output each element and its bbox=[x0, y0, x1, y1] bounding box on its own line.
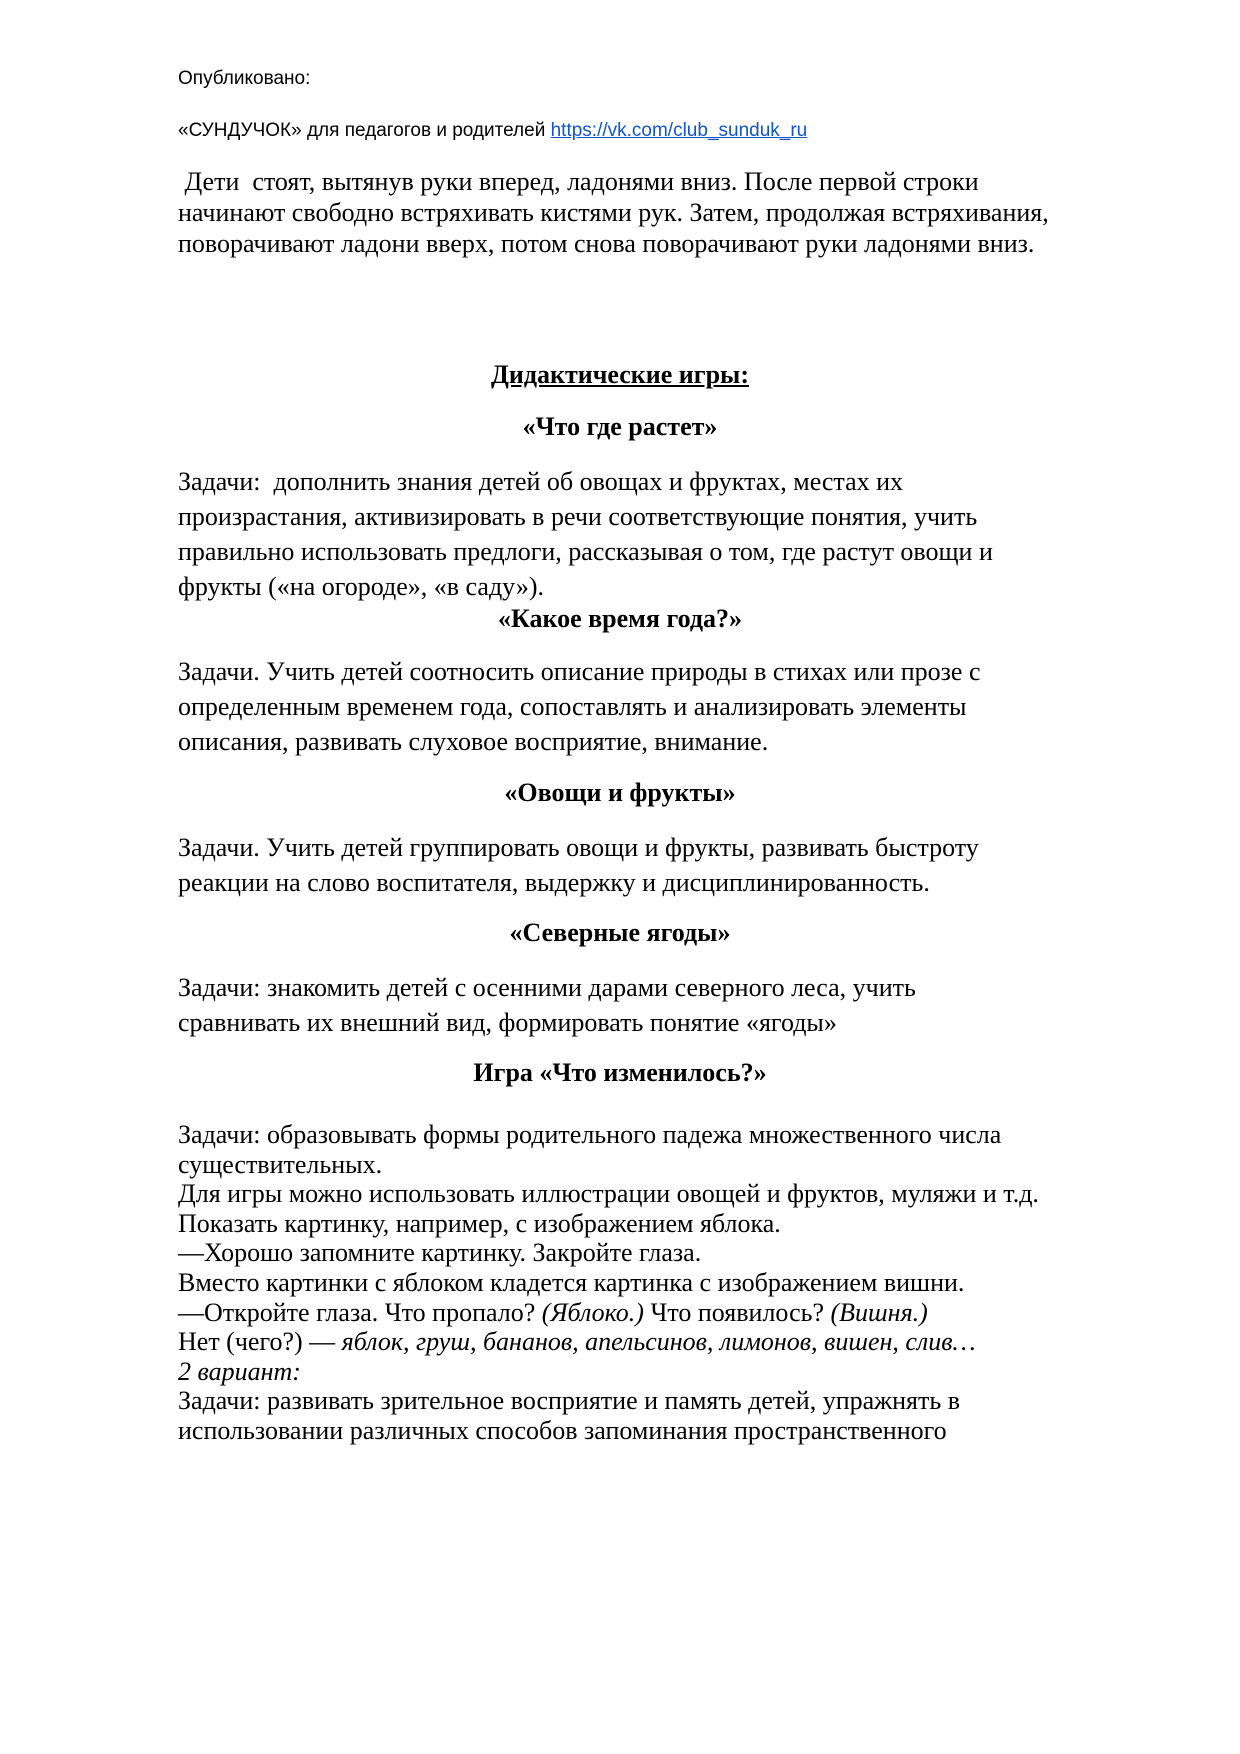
text-line: фрукты («на огороде», «в саду»). bbox=[178, 572, 544, 601]
text-line: определенным временем года, сопоставлять и анализировать элементы bbox=[178, 692, 967, 721]
text-line: описания, развивать слуховое восприятие, внимание. bbox=[178, 727, 769, 756]
text-line: Задачи. Учить детей группировать овощи и фрукты, развивать быстроту bbox=[178, 833, 979, 862]
game-title: «Что где растет» bbox=[522, 412, 718, 441]
text-line: Задачи: развивать зрительное восприятие и память детей, упражнять в bbox=[178, 1386, 960, 1416]
game-title: Игра «Что изменилось?» bbox=[473, 1058, 767, 1087]
game-title: «Овощи и фрукты» bbox=[504, 778, 736, 807]
intro-line: начинают свободно встряхивать кистями рук. Затем, продолжая встряхивания, bbox=[178, 198, 1049, 227]
text-line: использовании различных способов запоминания пространственного bbox=[178, 1415, 947, 1445]
text-line: правильно использовать предлоги, рассказывая о том, где растут овощи и bbox=[178, 537, 993, 566]
intro-paragraph bbox=[178, 166, 1158, 259]
text-line: реакции на слово воспитателя, выдержку и дисциплинированность. bbox=[178, 868, 930, 897]
answer-line: Нет (чего?) — яблок, груш, бананов, апельсинов, лимонов, вишен, слив… bbox=[178, 1327, 976, 1357]
game-description bbox=[178, 654, 1158, 759]
game-description bbox=[178, 464, 1158, 604]
game-description bbox=[178, 970, 1158, 1040]
source-link[interactable]: https://vk.com/club_sunduk_ru bbox=[550, 120, 808, 141]
game-title: «Какое время года?» bbox=[497, 604, 743, 633]
intro-line: поворачивают ладони вверх, потом снова поворачивают руки ладонями вниз. bbox=[178, 229, 1035, 258]
source-name: «СУНДУЧОК» для педагогов и родителей bbox=[178, 120, 546, 141]
game-description bbox=[178, 830, 1158, 900]
source-line bbox=[178, 120, 807, 142]
text-line: Задачи: знакомить детей с осенними дарами северного леса, учить bbox=[178, 973, 916, 1002]
text-line: Задачи: дополнить знания детей об овощах и фруктах, местах их bbox=[178, 467, 904, 496]
text-line: Вместо картинки с яблоком кладется картинка с изображением вишни. bbox=[178, 1267, 965, 1297]
dialog-line: —Откройте глаза. Что пропало? (Яблоко.) Что появилось? (Вишня.) bbox=[178, 1297, 928, 1327]
game-description bbox=[178, 1120, 1158, 1446]
section-title: Дидактические игры: bbox=[490, 360, 750, 389]
text-line: существительных. bbox=[178, 1149, 383, 1179]
game-title: «Северные ягоды» bbox=[509, 918, 731, 947]
intro-line: Дети стоят, вытянув руки вперед, ладонями вниз. После первой строки bbox=[178, 167, 979, 196]
text-line: Задачи. Учить детей соотносить описание природы в стихах или прозе с bbox=[178, 657, 981, 686]
variant-label: 2 вариант: bbox=[178, 1356, 301, 1386]
text-line: —Хорошо запомните картинку. Закройте глаза. bbox=[178, 1238, 702, 1268]
text-line: произрастания, активизировать в речи соответствующие понятия, учить bbox=[178, 502, 978, 531]
published-label: Опубликовано: bbox=[178, 68, 311, 89]
text-line: Для игры можно использовать иллюстрации овощей и фруктов, муляжи и т.д. bbox=[178, 1179, 1039, 1209]
text-line: Показать картинку, например, с изображением яблока. bbox=[178, 1208, 781, 1238]
text-line: Задачи: образовывать формы родительного падежа множественного числа bbox=[178, 1120, 1002, 1149]
text-line: сравнивать их внешний вид, формировать понятие «ягоды» bbox=[178, 1008, 837, 1037]
